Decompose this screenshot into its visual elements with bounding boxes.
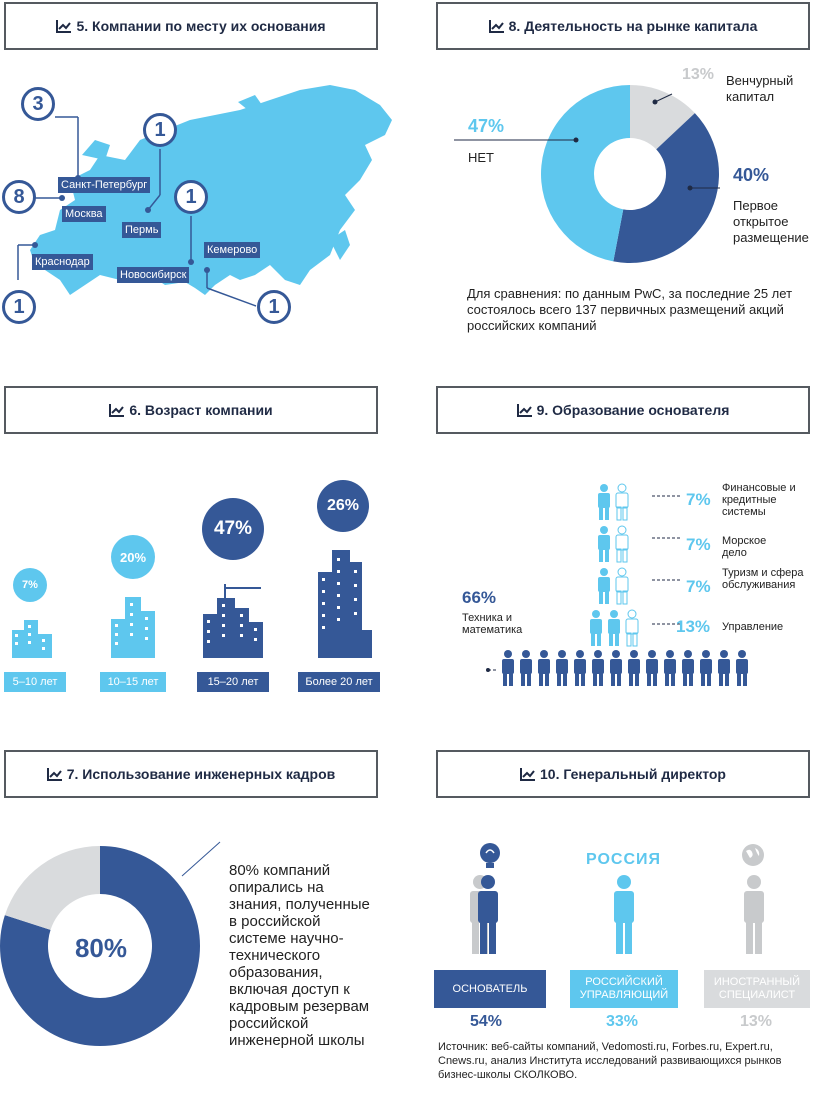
edu-pct-tourism: 7% [686, 577, 711, 596]
section10-title: 10. Генеральный директор [540, 766, 726, 782]
ipo-label: Первое открытое размещение [733, 198, 809, 245]
edu-pct-finance: 7% [686, 490, 711, 509]
section5-title: 5. Компании по месту их основания [76, 18, 326, 34]
ceo-russian-pct: 33% [606, 1013, 639, 1030]
engineering-leader [180, 840, 230, 880]
city-spb: Санкт-Петербург [58, 177, 150, 193]
city-perm: Пермь [122, 222, 161, 238]
city-novosibirsk: Новосибирск [117, 267, 189, 283]
section8-header [436, 2, 810, 50]
ceo-foreign-pct: 13% [740, 1013, 773, 1030]
count-novosibirsk: 1 [174, 180, 208, 214]
lightbulb-icon [478, 842, 502, 870]
ceo-russian-box: РОССИЙСКИЙ УПРАВЛЯЮЩИЙ [570, 970, 678, 1008]
edu-label-management: Управление [722, 621, 784, 633]
section9-title: 9. Образование основателя [536, 402, 730, 418]
source-note: Источник: веб-сайты компаний, Vedomosti.ru, Forbes.ru, Expert.ru, Cnews.ru, анализ Института исследований развивающихся рынков бизнес-школы СКОЛКОВО. [438, 1041, 782, 1081]
chart-icon [47, 767, 63, 781]
edu-label-marine: Морское дело [722, 535, 767, 559]
count-kemerovo: 1 [257, 290, 291, 324]
section7-title: 7. Использование инженерных кадров [66, 766, 336, 782]
section6-header [4, 386, 378, 434]
ceo-founder-box: ОСНОВАТЕЛЬ [434, 970, 546, 1008]
count-krasnodar: 1 [2, 290, 36, 324]
foreign-figure [734, 874, 774, 958]
edu-pct-marine: 7% [686, 535, 711, 554]
ipo-pct: 40% [733, 165, 770, 185]
city-kemerovo: Кемерово [204, 242, 260, 258]
globe-icon [740, 842, 766, 868]
ceo-foreign-box: ИНОСТРАННЫЙ СПЕЦИАЛИСТ [704, 970, 810, 1008]
edu-label-tourism: Туризм и сфера обслуживания [722, 567, 804, 591]
count-spb: 3 [21, 87, 55, 121]
section5-header [4, 2, 378, 50]
venture-pct: 13% [682, 66, 715, 83]
no-pct: 47% [468, 116, 505, 136]
venture-label: Венчурный капитал [726, 73, 794, 104]
section6-title: 6. Возраст компании [129, 402, 273, 418]
russia-label: РОССИЯ [586, 851, 662, 868]
age-label-2: 10–15 лет [100, 672, 166, 692]
edu-pct-management: 13% [676, 617, 711, 636]
building-large [203, 584, 263, 658]
section7-header [4, 750, 378, 798]
no-label: НЕТ [468, 150, 494, 165]
age-label-3: 15–20 лет [197, 672, 269, 692]
city-krasnodar: Краснодар [32, 254, 93, 270]
engineering-text: 80% компаний опирались на знания, полученные в российской системе научно-технического образования, включая доступ к кадровым резервам российской инженерной школы [229, 862, 370, 1049]
person-icon [604, 874, 644, 958]
age-label-4: Более 20 лет [298, 672, 380, 692]
section9-header [436, 386, 810, 434]
age-bubble-1: 7% [13, 568, 47, 602]
section10-header [436, 750, 810, 798]
age-label-1: 5–10 лет [4, 672, 66, 692]
city-moscow: Москва [62, 206, 106, 222]
engineering-center-label: 80% [74, 933, 128, 963]
chart-icon [109, 403, 125, 417]
age-bubble-3: 47% [202, 498, 264, 560]
chart-icon [520, 767, 536, 781]
chart-icon [56, 19, 72, 33]
edu-label-tech: Техника и математика [462, 612, 523, 636]
edu-label-finance: Финансовые и кредитные системы [722, 482, 796, 518]
ceo-founder-pct: 54% [470, 1013, 503, 1030]
slice-other [5, 846, 100, 930]
section8-title: 8. Деятельность на рынке капитала [508, 18, 758, 34]
count-moscow: 8 [2, 180, 36, 214]
building-xlarge [318, 550, 372, 658]
capital-note: Для сравнения: по данным PwC, за последние 25 лет состоялось всего 137 первичных размещений акций российских компаний [467, 286, 793, 333]
chart-icon [489, 19, 505, 33]
building-small [12, 620, 54, 658]
education-people [480, 478, 760, 693]
age-bubble-4: 26% [317, 480, 369, 532]
building-medium [111, 597, 155, 658]
count-perm: 1 [143, 113, 177, 147]
founder-figure [460, 874, 510, 958]
chart-icon [517, 403, 533, 417]
age-bubble-2: 20% [111, 535, 155, 579]
edu-pct-tech: 66% [462, 588, 497, 607]
